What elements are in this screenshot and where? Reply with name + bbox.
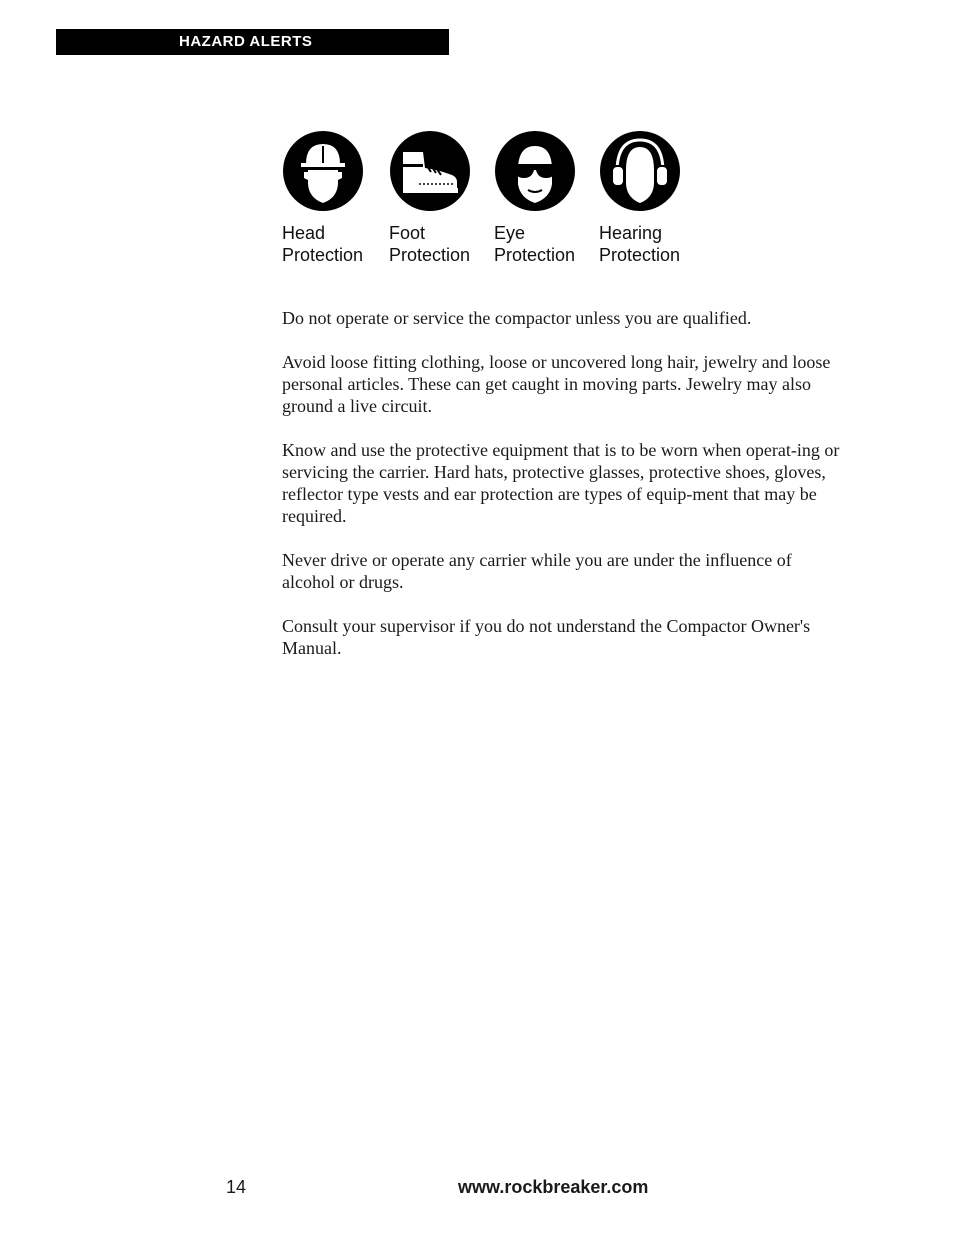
ppe-eye bbox=[494, 130, 606, 266]
ppe-head bbox=[282, 130, 394, 266]
safety-boot-icon bbox=[389, 130, 471, 212]
ppe-head-label-2: Protection bbox=[282, 245, 364, 265]
ppe-foot-label-2: Protection bbox=[389, 245, 471, 265]
ppe-eye-label-1: Eye bbox=[494, 223, 526, 243]
instruction-paragraph: Avoid loose fitting clothing, loose or uncovered long hair, jewelry and loose personal articles. These can get caught in moving parts. Jewelry may also ground a live circuit. bbox=[282, 352, 831, 416]
ppe-hearing-label-2: Protection bbox=[599, 245, 681, 265]
ppe-head-label-1: Head bbox=[282, 223, 326, 243]
section-header bbox=[56, 29, 449, 55]
ppe-foot-label-1: Foot bbox=[389, 223, 426, 243]
ear-muffs-icon bbox=[599, 130, 681, 212]
instruction-paragraph: Consult your supervisor if you do not understand the Compactor Owner's Manual. bbox=[282, 616, 811, 658]
page-number: 14 bbox=[226, 1177, 247, 1197]
instruction-paragraph: Do not operate or service the compactor unless you are qualified. bbox=[282, 308, 752, 328]
safety-instructions bbox=[282, 307, 842, 681]
safety-glasses-icon bbox=[494, 130, 576, 212]
instruction-paragraph: Never drive or operate any carrier while you are under the influence of alcohol or drugs. bbox=[282, 550, 792, 592]
instruction-paragraph: Know and use the protective equipment that is to be worn when operat-ing or servicing the carrier. Hard hats, protective glasses, protective shoes, gloves, reflector type vests and ear protection are types of equip-ment that may be required. bbox=[282, 440, 840, 526]
ppe-hearing bbox=[599, 130, 711, 266]
ppe-eye-label-2: Protection bbox=[494, 245, 576, 265]
hard-hat-icon bbox=[282, 130, 364, 212]
ppe-foot bbox=[389, 130, 501, 266]
footer-url[interactable]: www.rockbreaker.com bbox=[458, 1177, 649, 1197]
section-title: HAZARD ALERTS bbox=[179, 33, 313, 50]
ppe-hearing-label-1: Hearing bbox=[599, 223, 663, 243]
ppe-icons bbox=[282, 130, 762, 270]
